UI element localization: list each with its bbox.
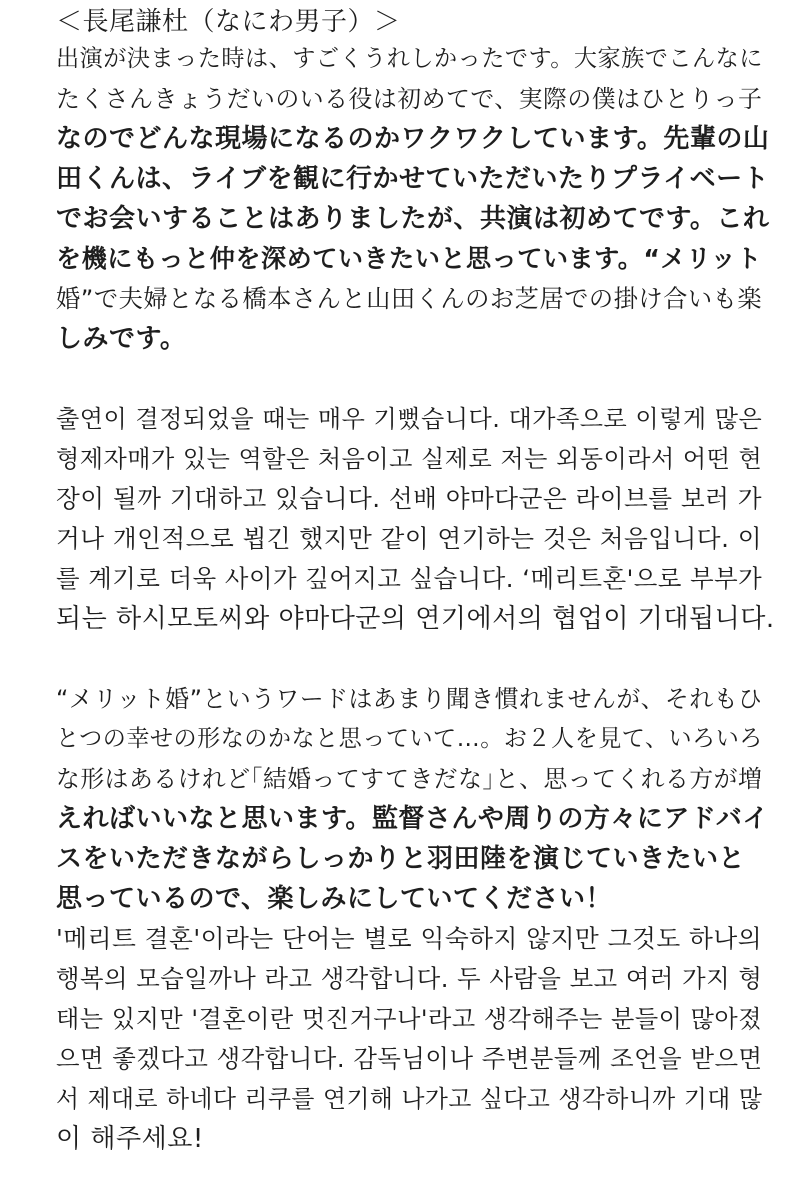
- text-line: 행복의 모습일까나 라고 생각합니다. 두 사람을 보고 여러 가지 형: [56, 964, 763, 993]
- text-line: 형제자매가 있는 역할은 처음이고 실제로 저는 외동이라서 어떤 현: [56, 445, 763, 473]
- text-line: 를 계기로 더욱 사이가 깊어지고 싶습니다. ‘메리트혼'으로 부부가: [56, 564, 763, 593]
- speaker-heading: ＜長尾謙杜（なにわ男子）＞: [56, 7, 401, 37]
- text-line: 婚”で夫婦となる橋本さんと山田くんのお芝居での掛け合いも楽: [56, 284, 763, 313]
- paragraph-gap: [56, 359, 776, 399]
- text-line: でお会いすることはありましたが、共演は初めてです。これ: [56, 204, 770, 234]
- text-line: 이 해주세요!: [56, 1124, 204, 1154]
- text-line: 출연이 결정되었을 때는 매우 기뻤습니다. 대가족으로 이렇게 많은: [56, 405, 763, 433]
- text-line: 되는 하시모토씨와 야마다군의 연기에서의 협업이 기대됩니다.: [56, 604, 775, 634]
- text-line: '메리트 결혼'이라는 단어는 별로 익숙하지 않지만 그것도 하나의: [56, 924, 763, 953]
- paragraph-korean-1: [56, 399, 776, 639]
- text-line: なのでどんな現場になるのかワクワクしています。先輩の山: [56, 124, 770, 154]
- paragraph-korean-2: [56, 919, 776, 1159]
- text-line: たくさんきょうだいのいる役は初めてで、実際の僕はひとりっ子: [56, 85, 763, 113]
- paragraph-gap: [56, 639, 776, 679]
- text-line: 田くんは、ライブを観に行かせていただいたりプライベート: [56, 164, 770, 194]
- text-line: を機にもっと仲を深めていきたいと思っています。“メリット: [56, 244, 762, 273]
- text-line: 거나 개인적으로 뵙긴 했지만 같이 연기하는 것은 처음입니다. 이: [56, 524, 762, 553]
- paragraph-japanese-1: [56, 39, 776, 359]
- text-line: 思っているので、楽しみにしていてください！: [56, 884, 612, 914]
- article-text: [56, 0, 776, 1159]
- text-line: 태는 있지만 '결혼이란 멋진거구나'라고 생각해주는 분들이 많아졌: [56, 1005, 763, 1033]
- text-line: 서 제대로 하네다 리쿠를 연기해 나가고 싶다고 생각하니까 기대 많: [56, 1085, 763, 1113]
- text-line: とつの幸せの形なのかなと思っていて…。お２人を見て、いろいろ: [56, 726, 763, 752]
- text-line: 出演が決まった時は、すごくうれしかったです。大家族でこんなに: [56, 46, 763, 72]
- text-line: な形はあるけれど｢結婚ってすてきだな｣と、思ってくれる方が増: [56, 765, 763, 793]
- text-line: 으면 좋겠다고 생각합니다. 감독님이나 주변분들께 조언을 받으면: [56, 1044, 763, 1073]
- text-line: しみです。: [56, 324, 187, 354]
- text-line: えればいいなと思います。監督さんや周りの方々にアドバイ: [56, 804, 769, 834]
- paragraph-japanese-2: [56, 679, 776, 919]
- text-line: スをいただきながらしっかりと羽田陸を演じていきたいと: [56, 844, 746, 874]
- text-line: “メリット婚”というワードはあまり聞き慣れませんが、それもひ: [56, 685, 763, 713]
- text-line: 장이 될까 기대하고 있습니다. 선배 야마다군은 라이브를 보러 가: [56, 484, 762, 513]
